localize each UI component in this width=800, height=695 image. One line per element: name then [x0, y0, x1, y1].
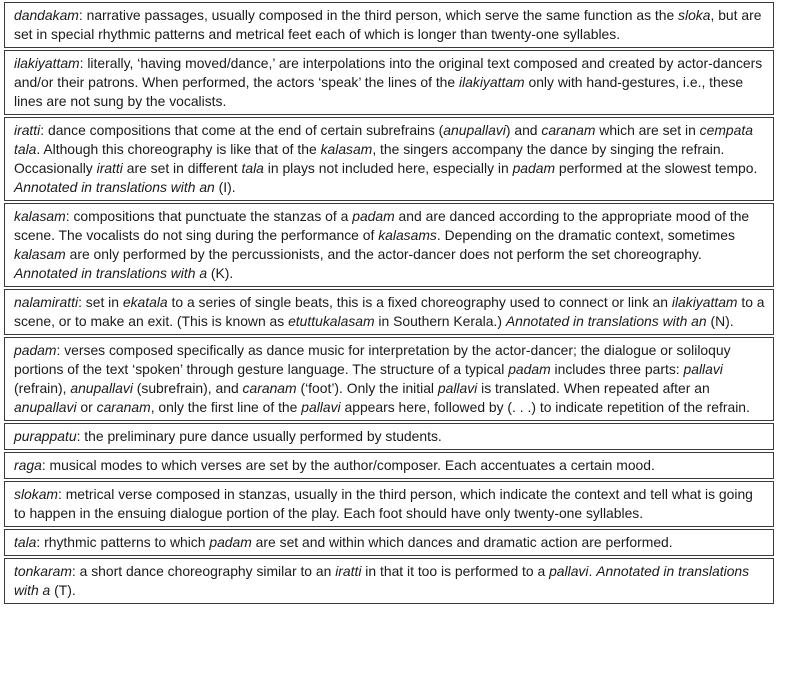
- definition-italic-text: padam: [512, 160, 556, 176]
- definition-text: includes three parts:: [550, 361, 684, 377]
- definition-italic-text: caranam: [242, 380, 297, 396]
- definition-text: : set in: [78, 294, 123, 310]
- glossary-entry-purappatu: [4, 423, 774, 450]
- definition-italic-text: iratti: [335, 563, 362, 579]
- glossary-entry-tala: [4, 529, 774, 556]
- definition-text: performed at the slowest tempo.: [555, 160, 758, 176]
- definition-italic-text: Annotated in translations with a: [14, 563, 750, 598]
- glossary-table: [4, 2, 774, 604]
- definition-text: .: [588, 563, 597, 579]
- definition-italic-text: kalasams: [378, 227, 437, 243]
- glossary-entry-iratti: [4, 117, 774, 201]
- definition-italic-text: anupallavi: [443, 122, 506, 138]
- definition-italic-text: anupallavi: [14, 399, 77, 415]
- definition-text: . Depending on the dramatic context, sometimes: [436, 227, 735, 243]
- glossary-term: raga: [14, 457, 42, 473]
- definition-text: : verses composed specifically as dance music for interpretation by the actor-dancer; the dialogue or soliloquy portions of the text ‘spoken’ through gesture language. The structure of a typical: [14, 342, 731, 377]
- glossary-entry-dandakam: [4, 3, 774, 48]
- definition-italic-text: caranam: [96, 399, 151, 415]
- definition-text: : compositions that punctuate the stanzas of a: [65, 208, 353, 224]
- definition-italic-text: sloka: [678, 7, 711, 23]
- glossary-term: kalasam: [14, 208, 66, 224]
- definition-text: are set and within which dances and dramatic action are performed.: [251, 534, 673, 550]
- definition-italic-text: anupallavi: [70, 380, 133, 396]
- definition-italic-text: padam: [352, 208, 395, 224]
- definition-text: and are danced according to the appropriate mood of the scene. The vocalists do not sing during the performance of: [14, 208, 750, 243]
- definition-italic-text: ilakiyattam: [671, 294, 738, 310]
- definition-text: to a scene, or to make an exit. (This is known as: [14, 294, 765, 329]
- definition-text: (K).: [207, 265, 234, 281]
- definition-text: (‘foot’). Only the initial: [296, 380, 438, 396]
- glossary-term: padam: [14, 342, 57, 358]
- definition-text: are set in different: [122, 160, 242, 176]
- definition-text: , but are set in special rhythmic patterns and metrical feet each of which is longer than twenty-one syllables.: [14, 7, 762, 42]
- definition-italic-text: etuttukalasam: [288, 313, 375, 329]
- definition-text: (N).: [706, 313, 734, 329]
- definition-text: : narrative passages, usually composed in the third person, which serve the same function as the: [78, 7, 679, 23]
- definition-italic-text: pallavi: [301, 399, 341, 415]
- glossary-entry-ilakiyattam: [4, 50, 774, 115]
- definition-text: : the preliminary pure dance usually performed by students.: [76, 428, 442, 444]
- definition-text: (refrain),: [14, 380, 71, 396]
- definition-text: : metrical verse composed in stanzas, usually in the third person, which indicate the context and tell what is going to happen in the ensuing dialogue portion of the play. Each foot should have only twenty-one syllables.: [14, 486, 753, 521]
- glossary-term: dandakam: [14, 7, 79, 23]
- definition-text: only with hand-gestures, i.e., these lines are not sung by the vocalists.: [14, 74, 744, 109]
- definition-italic-text: cempata tala: [14, 122, 753, 157]
- definition-italic-text: iratti: [96, 160, 123, 176]
- definition-italic-text: pallavi: [683, 361, 723, 377]
- definition-text: is translated. When repeated after an: [477, 380, 710, 396]
- definition-italic-text: tala: [241, 160, 264, 176]
- definition-text: : rhythmic patterns to which: [36, 534, 210, 550]
- definition-text: (I).: [214, 179, 236, 195]
- glossary-term: tonkaram: [14, 563, 72, 579]
- definition-italic-text: ekatala: [122, 294, 168, 310]
- definition-text: : a short dance choreography similar to an: [71, 563, 336, 579]
- definition-italic-text: Annotated in translations with a: [14, 265, 208, 281]
- definition-text: (T).: [50, 582, 76, 598]
- definition-text: : literally, ‘having moved/dance,’ are interpolations into the original text composed and created by actor-dancers and/or their patrons. When performed, the actors ‘speak’ the lines of the: [14, 55, 763, 90]
- definition-italic-text: caranam: [541, 122, 596, 138]
- glossary-entry-slokam: [4, 481, 774, 527]
- glossary-term: tala: [14, 534, 37, 550]
- definition-text: , the singers accompany the dance by singing the refrain. Occasionally: [14, 141, 725, 176]
- definition-italic-text: ilakiyattam: [459, 74, 525, 90]
- definition-text: in Southern Kerala.): [374, 313, 506, 329]
- glossary-entry-tonkaram: [4, 558, 774, 604]
- glossary-term: iratti: [14, 122, 41, 138]
- glossary-term: slokam: [14, 486, 58, 502]
- definition-text: appears here, followed by (. . .) to indicate repetition of the refrain.: [340, 399, 750, 415]
- definition-italic-text: kalasam: [320, 141, 373, 157]
- definition-text: in plays not included here, especially in: [263, 160, 513, 176]
- definition-italic-text: padam: [209, 534, 252, 550]
- definition-text: which are set in: [595, 122, 700, 138]
- definition-text: (subrefrain), and: [132, 380, 243, 396]
- glossary-term: purappatu: [14, 428, 77, 444]
- definition-italic-text: pallavi: [437, 380, 478, 396]
- definition-text: ) and: [505, 122, 542, 138]
- glossary-term: ilakiyattam: [14, 55, 80, 71]
- definition-text: : musical modes to which verses are set by the author/composer. Each accentuates a certain mood.: [41, 457, 655, 473]
- definition-italic-text: Annotated in translations with an: [14, 179, 215, 195]
- definition-text: , only the first line of the: [150, 399, 302, 415]
- glossary-entry-kalasam: [4, 203, 774, 287]
- definition-text: . Although this choreography is like that of the: [36, 141, 321, 157]
- glossary-entry-padam: [4, 337, 774, 421]
- definition-text: to a series of single beats, this is a fixed choreography used to connect or link an: [167, 294, 672, 310]
- definition-text: : dance compositions that come at the end of certain subrefrains (: [40, 122, 444, 138]
- definition-italic-text: Annotated in translations with an: [505, 313, 707, 329]
- glossary-entry-nalamiratti: [4, 289, 774, 335]
- definition-text: in that it too is performed to a: [361, 563, 550, 579]
- definition-text: or: [76, 399, 97, 415]
- definition-italic-text: padam: [508, 361, 551, 377]
- glossary-term: nalamiratti: [14, 294, 79, 310]
- definition-text: are only performed by the percussionists, and the actor-dancer does not perform the set choreography.: [65, 246, 702, 262]
- definition-italic-text: pallavi: [549, 563, 589, 579]
- definition-italic-text: kalasam: [14, 246, 66, 262]
- glossary-entry-raga: [4, 452, 774, 479]
